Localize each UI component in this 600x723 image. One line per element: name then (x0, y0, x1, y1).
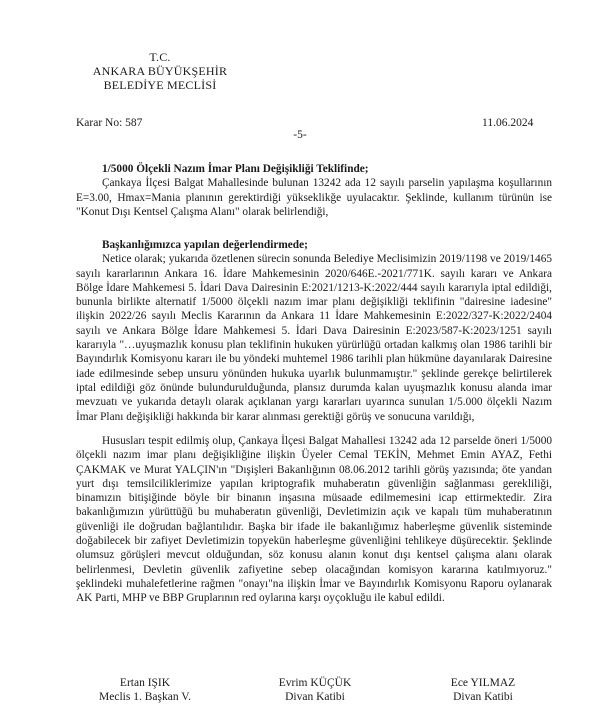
signature-block-secretary-1 (250, 676, 380, 704)
signature-title: Divan Katibi (285, 691, 345, 703)
signature-title: Meclis 1. Başkan V. (99, 691, 191, 703)
section-findings (76, 434, 552, 606)
signature-name: Ece YILMAZ (450, 677, 516, 689)
signature-name: Evrim KÜÇÜK (278, 677, 352, 689)
signature-name: Ertan IŞIK (119, 677, 171, 689)
header-line-tc: T.C. (149, 50, 171, 64)
section-evaluation (76, 238, 552, 424)
header-line-ankara: ANKARA BÜYÜKŞEHİR (92, 64, 228, 78)
section-title-evaluation: Başkanlığımızca yapılan değerlendirmede; (102, 239, 308, 251)
header-line-meclis: BELEDİYE MECLİSİ (103, 78, 217, 92)
paragraph-evaluation: Netice olarak; yukarıda özetlenen sürecin sonunda Belediye Meclisimizin 2019/1198 ve 2019/1465 sayılı kararlarının Ankara 16. İdare Mahkemesinin 2020/646E.-2021/771K. sayılı kararı ve Ankara Bölge İdare Mahkemesi 5. İdari Dava Dairesinin E:2021/1213-K:2022/444 sayılı kararıyla iptal edildiği, bununla birlikte alternatif 1/5000 ölçekli nazım imar planı değişikliği teklifinin "dairesine iadesine" ilişkin 2022/26 sayılı Meclis Kararının da Ankara 11 İdare Mahkemesinin E:2022/327-K:2022/2404 sayılı ve Ankara Bölge İdare Mahkemesi 5. İdari Dava Dairesinin E:2023/587-K:2023/1251 sayılı kararıyla "…uyuşmazlık konusu plan teklifinin hukuken yürürlüğü ortadan kalkmış olan 1986 tarihli bir Bayındırlık Komisyonu kararı ile bu yöndeki muhtemel 1986 tarihli plan hükmüne dayanılarak Dairesine iade edilmesinde sebep unsuru yönünden hukuka uyarlık bulunmamıştır." şeklinde gerekçe belirtilerek iptal edildiği göz önünde bulundurulduğunda, plansız durumda kalan uyuşmazlık konusu alanda imar mevzuatı ve yukarıda detaylı olarak açıklanan yargı kararları uyarınca sunulan 1/5.000 ölçekli Nazım İmar Planı değişikliği hakkında bir karar alınması gerektiği görüş ve sonucuna varıldığı, (76, 253, 552, 423)
signature-block-chair (80, 676, 210, 704)
decision-date: 11.06.2024 (482, 117, 534, 129)
paragraph-findings: Hususları tespit edilmiş olup, Çankaya İlçesi Balgat Mahallesi 13242 ada 12 parselde öneri 1/5000 ölçekli nazım imar planı değişikliğine ilişkin Üyeler Cemal TEKİN, Mehmet Emin AYAZ, Fethi ÇAKMAK ve Murat YALÇIN'ın "Dışişleri Bakanlığının 08.06.2012 tarihli görüş yazısında; öte yandan yurt dışı temsilciliklerimize yapılan kriptografik muhaberatın güvenliğin sağlanması gerekliliği, binamızın bitişiğinde böyle bir binanın inşasına müsaade edilmemesini icap ettirmektedir. Zira bakanlığımızın yürüttüğü bu muhaberatın güvenliği, Devletimizin açık ve kapalı tüm muhaberatının güvenliği ile doğrudan bağlantılıdır. Başka bir ifade ile bakanlığımız haberleşme güvenlik sisteminde doğabilecek bir zafiyet Devletimizin topyekün haberleşme güvenliğini tehlikeye düşürecektir. Şeklinde olumsuz görüşleri mevcut olduğundan, söz konusu alanın konut dışı kentsel çalışma alanı olarak belirlenmesi, Devletin güvenlik zafiyetine sebep olacağından komisyon kararına katılmıyoruz." şeklindeki muhalefetlerine rağmen "onayı"na ilişkin İmar ve Bayındırlık Komisyonu Raporu oylanarak AK Parti, MHP ve BBP Gruplarının red oylarına karşı oyçokluğu ile kabul edildi. (76, 435, 552, 605)
signature-title: Divan Katibi (453, 691, 513, 703)
page-number: -5- (293, 129, 307, 141)
decision-number: Karar No: 587 (76, 117, 143, 129)
signature-block-secretary-2 (418, 676, 548, 704)
section-plan-change (76, 162, 552, 219)
section-title-plan-change: 1/5000 Ölçekli Nazım İmar Planı Değişikliği Teklifinde; (102, 163, 369, 175)
paragraph-plan-change: Çankaya İlçesi Balgat Mahallesinde bulunan 13242 ada 12 sayılı parselin yapılaşma koşullarının E=3.00, Hmax=Mania planının gerektirdiği yükseklikğe uyulacaktır. Şeklinde, kullanım türünün ise "Konut Dışı Kentsel Çalışma Alanı" olarak belirlendiği, (76, 177, 552, 218)
